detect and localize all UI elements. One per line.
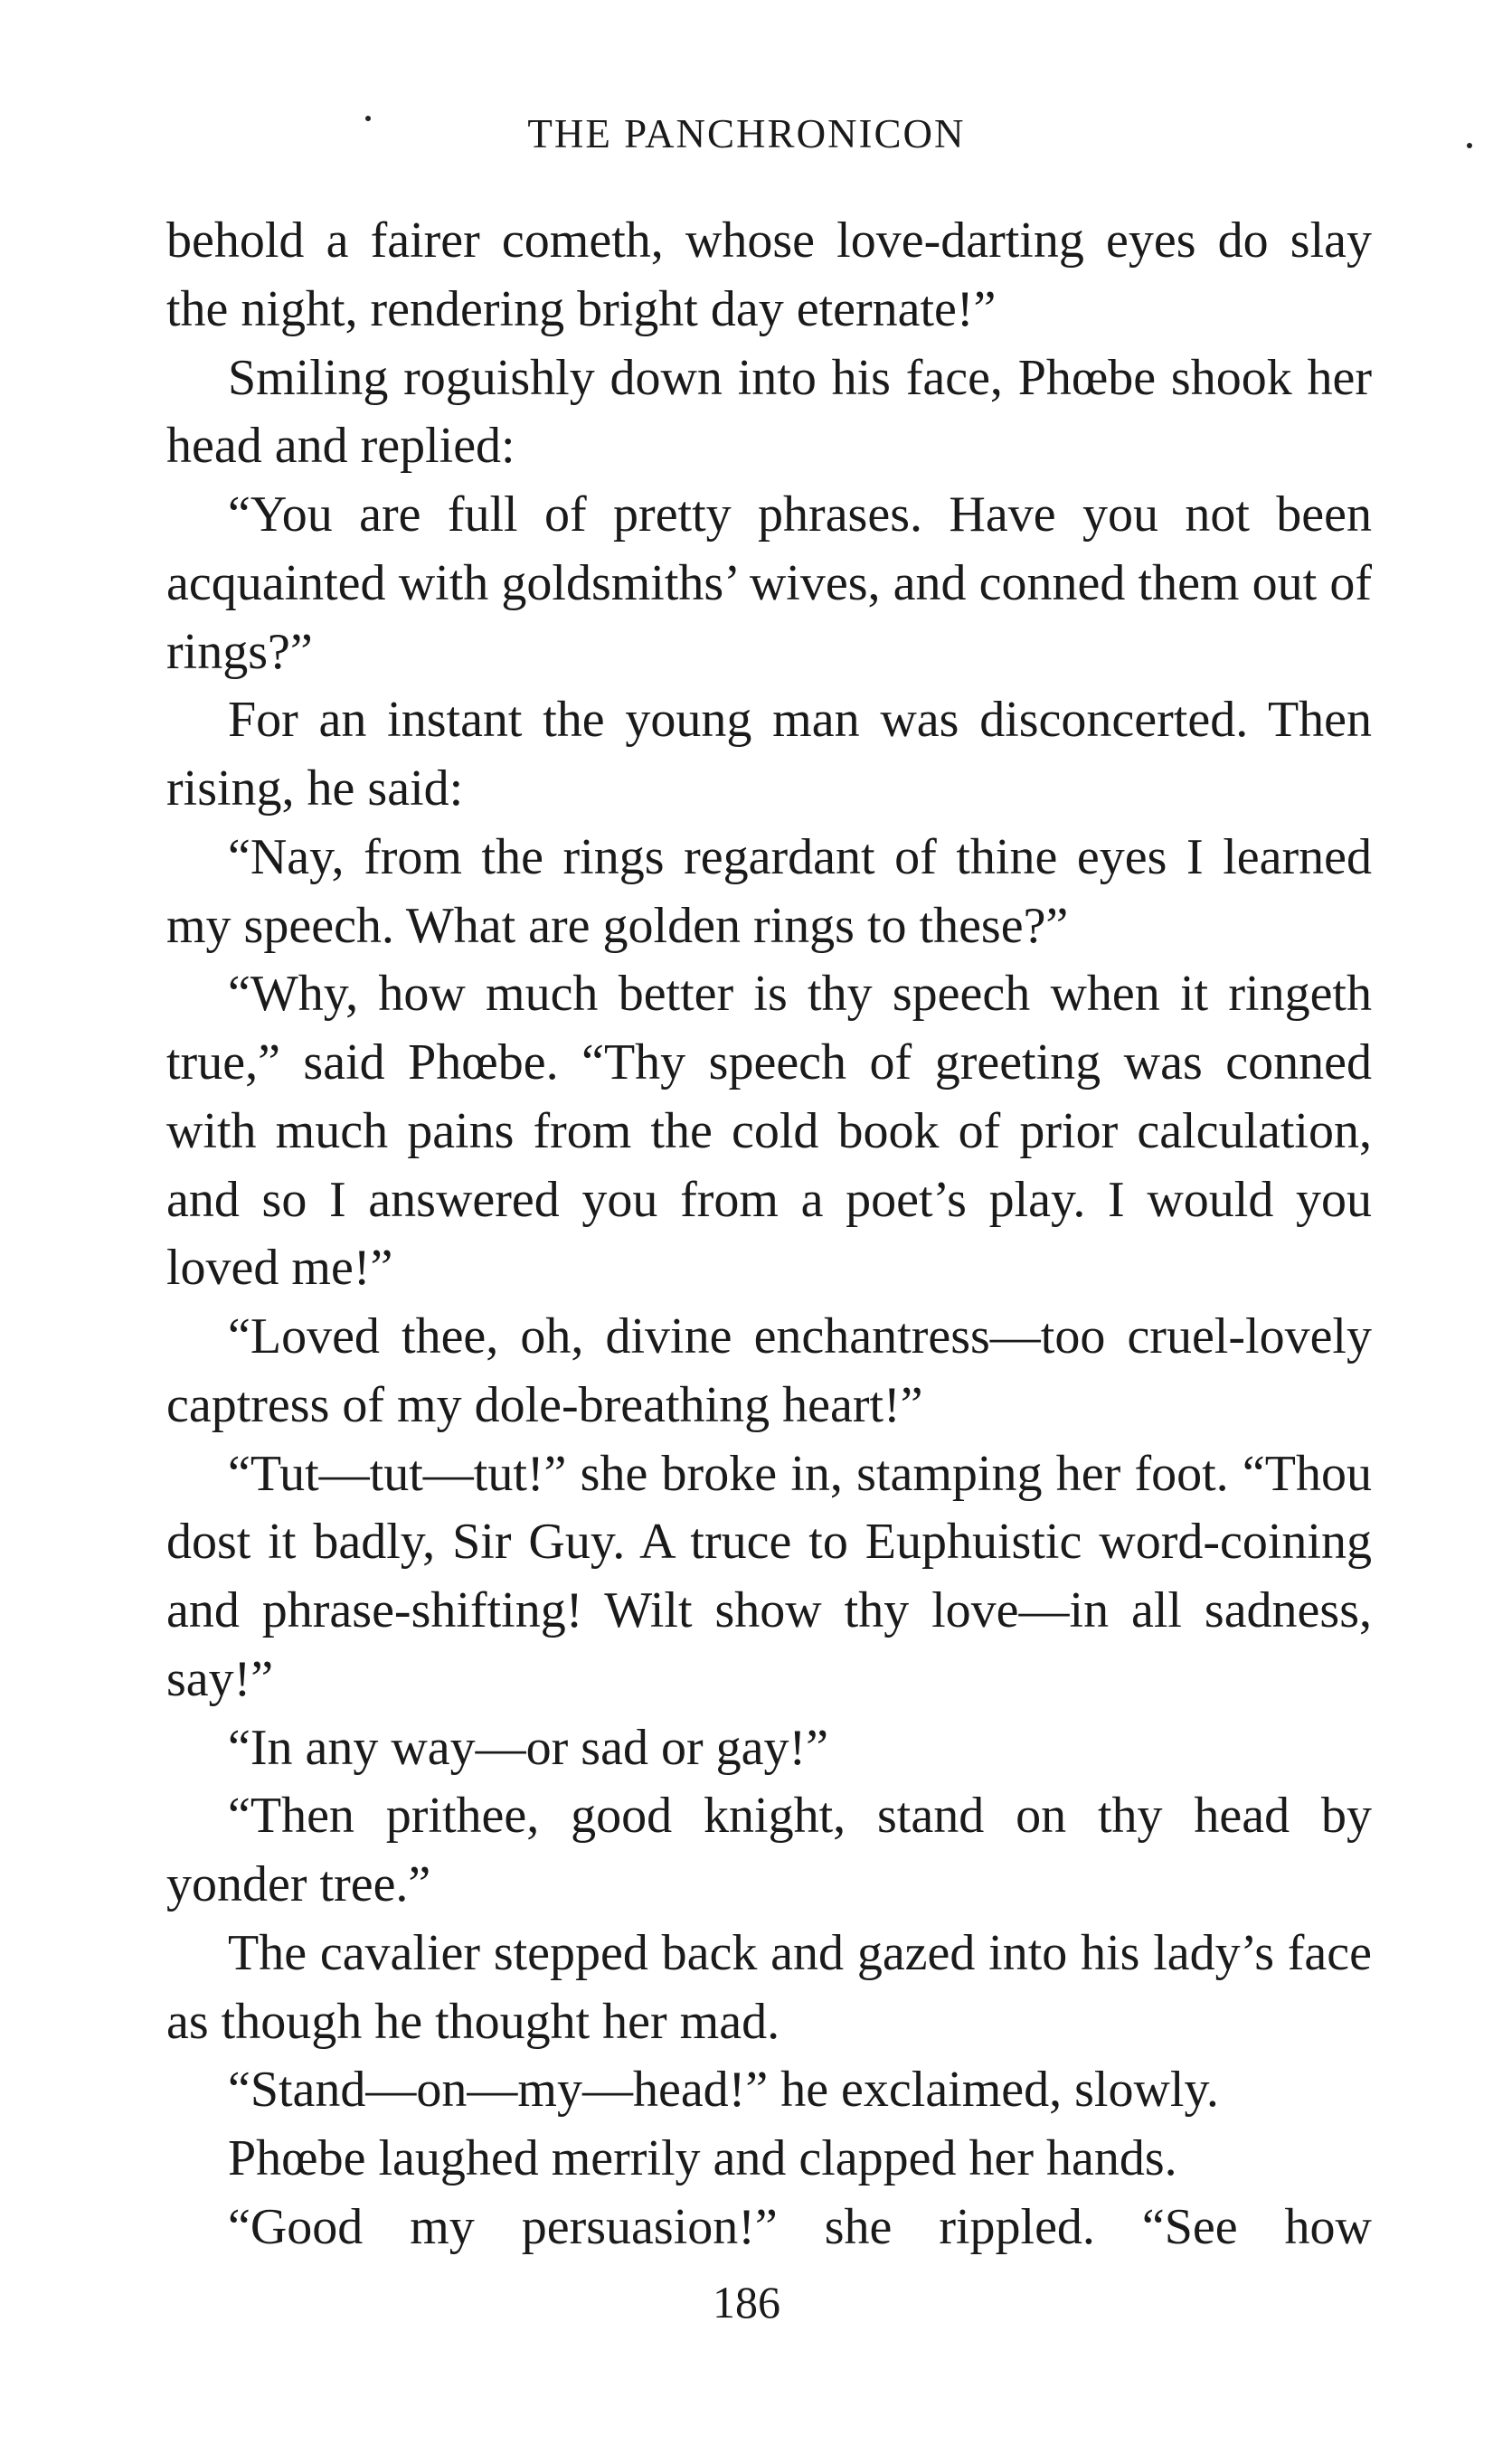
paragraph: “Then prithee, good knight, stand on thy head by yonder tree.” [166,1788,1372,1912]
paragraph: “Nay, from the rings regardant of thine eyes I learned my speech. What are golden rings to these?” [166,828,1372,954]
paragraph: “Loved thee, oh, divine enchantress—too cruel-lovely captress of my dole-breathing heart!” [166,1308,1372,1433]
paragraph: For an instant the young man was disconcerted. Then rising, he said: [166,692,1372,817]
paragraph: behold a fairer cometh, whose love-darting eyes do slay the night, rendering bright day eternate!” [166,212,1372,337]
paragraph: The cavalier stepped back and gazed into his lady’s face as though he thought her mad. [166,1924,1372,2050]
running-title: THE PANCHRONICON [527,111,966,156]
paragraph: “Stand—on—my—head!” he exclaimed, slowly. [228,2062,1219,2119]
paragraph: “You are full of pretty phrases. Have you not been acquainted with goldsmiths’ wives, and conned them out of rings?” [166,486,1372,680]
paragraph: “Good my persuasion!” she rippled. “See how [228,2198,1372,2255]
paragraph: “Why, how much better is thy speech when it ringeth true,” said Phœbe. “Thy speech of greeting was conned with much pains from the cold book of prior calculation, and so I answered you from a poet’s play. I would you loved me!” [166,966,1372,1297]
paragraph: “Tut—tut—tut!” she broke in, stamping her foot. “Thou dost it badly, Sir Guy. A truce to Euphuistic word-coining and phrase-shifting! Wilt show thy love—in all sadness, say!” [166,1445,1372,1707]
paragraph: Phœbe laughed merrily and clapped her hands. [228,2130,1177,2186]
paragraph: “In any way—or sad or gay!” [228,1719,828,1776]
page-number: 186 [713,2277,780,2327]
page-text [166,207,1372,2262]
paragraph: Smiling roguishly down into his face, Phœbe shook her head and replied: [166,349,1372,475]
